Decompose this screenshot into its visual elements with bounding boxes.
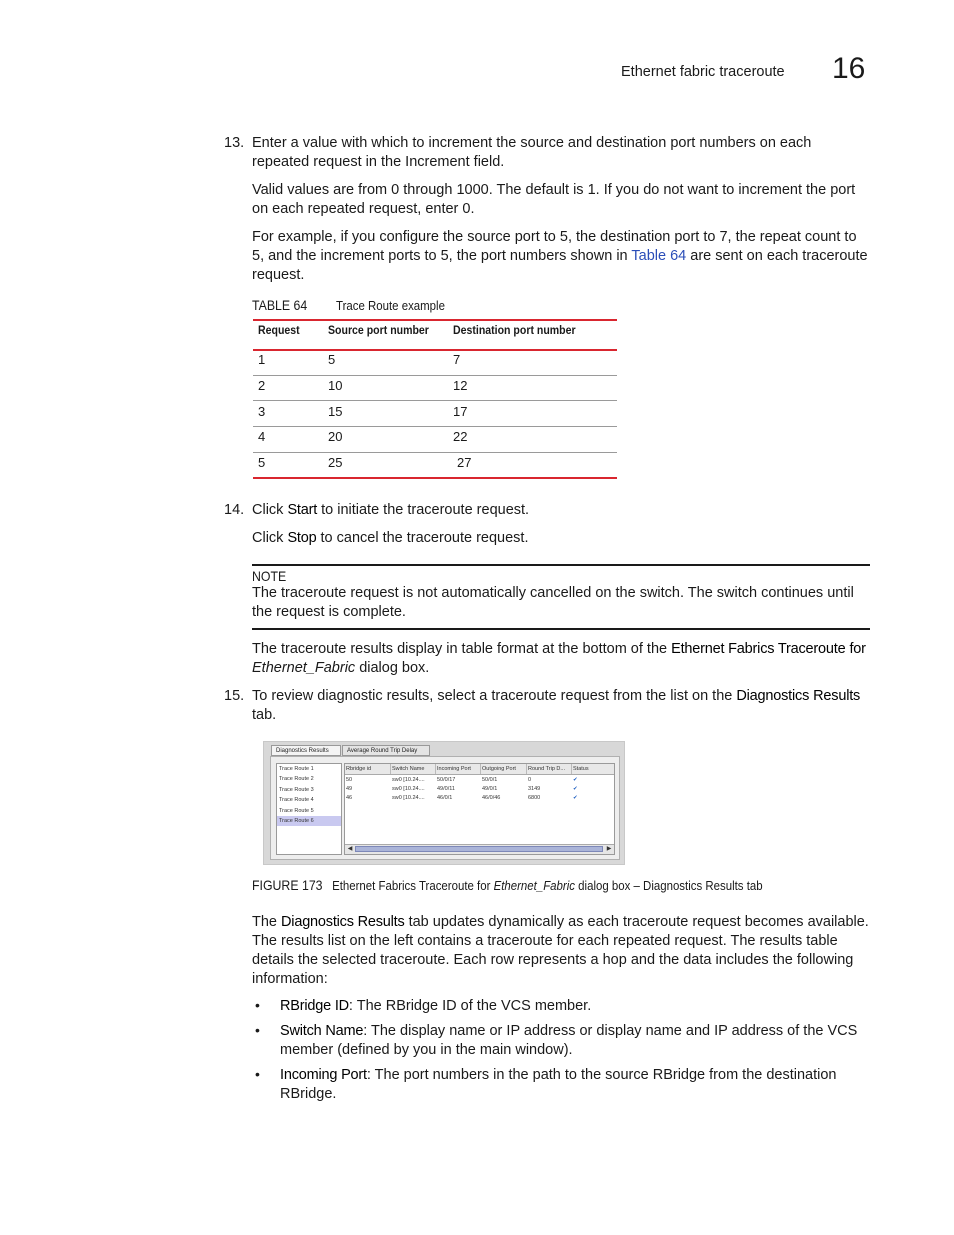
table-cell: 10 (328, 378, 343, 393)
table-row-divider (253, 400, 617, 401)
list-item[interactable]: Trace Route 2 (279, 776, 314, 783)
table-row[interactable] (345, 794, 615, 802)
table-cell: 2 (258, 378, 266, 393)
note-label: NOTE (252, 568, 287, 584)
table-cell: 25 (328, 455, 343, 470)
table-cell: 20 (328, 429, 343, 444)
text: To review diagnostic results, select a traceroute request from the list on the (252, 688, 733, 704)
table-cell: 17 (453, 404, 468, 419)
table-cell: 7 (453, 352, 461, 367)
table-label: TABLE 64 (252, 297, 308, 313)
status-check-icon: ✔ (573, 777, 578, 783)
bullet-term: Switch Name (280, 1023, 364, 1039)
status-check-icon: ✔ (573, 786, 578, 792)
figure-caption (252, 877, 763, 893)
step-number: 13. (224, 135, 245, 151)
bullet-icon: • (255, 997, 260, 1013)
table-row-divider (253, 452, 617, 453)
rbridge-id: 50 (346, 777, 353, 783)
list-item[interactable]: Trace Route 4 (279, 797, 314, 804)
paragraph (252, 228, 872, 285)
fabric-name: Ethernet_Fabric (252, 660, 356, 676)
tab-term: Diagnostics (736, 688, 810, 704)
table-header-rule (253, 349, 617, 351)
tab-panel (270, 756, 620, 860)
table-cell: 5 (258, 455, 266, 470)
fabric-name: Ethernet_Fabric (493, 878, 575, 893)
table-header: Source port number (328, 323, 429, 337)
paragraph (252, 529, 528, 548)
table-cell: 15 (328, 404, 343, 419)
table-cell: 1 (258, 352, 266, 367)
bullet-text: : The RBridge ID of the VCS member. (348, 998, 592, 1014)
step-number: 14. (224, 502, 245, 518)
table-title: Trace Route example (336, 298, 445, 313)
table-header: Destination port number (453, 323, 576, 337)
step-text: Enter a value with which to increment the source and destination port numbers on each repeated request in the Increment field. (252, 135, 812, 170)
text: are sent on each traceroute request. (252, 248, 868, 283)
rbridge-id: 49 (346, 786, 353, 792)
table-row[interactable] (345, 785, 615, 793)
table-header: Request (258, 323, 300, 337)
chapter-number: 16 (832, 52, 866, 85)
text: dialog box – Diagnostics Results tab (578, 878, 763, 893)
text: tab. (252, 707, 277, 723)
bullet-term: RBridge ID (280, 998, 349, 1014)
bullet-term: Incoming Port (280, 1067, 367, 1083)
incoming-port: 50/0/17 (437, 777, 456, 783)
round-trip-delay: 0 (528, 777, 532, 783)
tab-diagnostics-results[interactable]: Diagnostics Results (271, 745, 341, 756)
text: for (849, 641, 866, 657)
traceroute-list (276, 763, 342, 855)
list-item[interactable]: Trace Route 1 (279, 766, 314, 772)
figure-label: FIGURE 173 (252, 877, 323, 893)
text: Ethernet Fabrics Traceroute for (332, 878, 491, 893)
table-link[interactable]: Table 64 (631, 248, 687, 264)
bullet-item (280, 997, 872, 1016)
incoming-port: 46/0/1 (437, 795, 453, 801)
table-row-divider (253, 426, 617, 427)
text: The (252, 914, 277, 930)
bullet-item (280, 1022, 872, 1060)
dialog-name: Ethernet Fabrics Traceroute (671, 641, 846, 657)
bullet-icon: • (255, 1022, 260, 1038)
text: to cancel the traceroute request. (320, 530, 529, 546)
scroll-right-icon[interactable]: ▶ (606, 846, 612, 852)
bullet-icon: • (255, 1066, 260, 1082)
table-cell: 22 (453, 429, 468, 444)
text: For example, if you configure the source port to 5, the destination port to 7, the repeat count to 5, and the increment ports to 5, the port numbers shown in (252, 229, 857, 264)
table-cell: 27 (457, 455, 472, 470)
table-cell: 3 (258, 404, 266, 419)
list-item-selected[interactable]: Trace Route 6 (277, 816, 341, 826)
outgoing-port: 50/0/1 (482, 777, 498, 783)
text: to initiate the traceroute request. (321, 502, 530, 518)
bullet-item (280, 1066, 872, 1104)
table-bottom-rule (253, 477, 617, 479)
paragraph: Valid values are from 0 through 1000. The default is 1. If you do not want to increment the port on each repeated request, enter 0. (252, 182, 856, 217)
switch-name: sw0 [10.24.... (392, 795, 425, 801)
text: dialog box. (359, 660, 430, 676)
bullet-text: : The port numbers in the path to the source RBridge from the destination RBridge. (280, 1067, 837, 1102)
stop-term: Stop (287, 530, 317, 546)
section-title: Ethernet fabric traceroute (621, 64, 785, 80)
table-cell: 12 (453, 378, 468, 393)
round-trip-delay: 6800 (528, 795, 541, 801)
tab-average-round-trip-delay[interactable]: Average Round Trip Delay (342, 745, 430, 756)
horizontal-scrollbar[interactable] (345, 844, 614, 854)
column-header[interactable]: Outgoing Port (481, 764, 527, 774)
incoming-port: 49/0/11 (437, 786, 455, 792)
rbridge-id: 46 (346, 795, 353, 801)
column-header[interactable]: Round Trip D... (527, 764, 572, 774)
note-bottom-rule (252, 628, 870, 630)
diagnostics-screenshot (263, 741, 625, 865)
list-item[interactable]: Trace Route 3 (279, 786, 314, 793)
bullet-text: : The display name or IP address or display name and IP address of the VCS member (defined by you in the main window). (280, 1023, 858, 1058)
tab-term: Diagnostics Results (281, 914, 405, 930)
step-text (252, 687, 872, 725)
switch-name: sw0 [10.24.... (392, 786, 425, 792)
paragraph (252, 913, 872, 989)
column-header[interactable]: Switch Name (391, 764, 436, 774)
text: The traceroute results display in table format at the bottom of the (252, 641, 668, 657)
outgoing-port: 49/0/1 (482, 786, 498, 792)
note-text: The traceroute request is not automatically cancelled on the switch. The switch continues until the request is complete. (252, 585, 854, 620)
text: tab updates dynamically as each traceroute request becomes available. The results list on the left contains a traceroute for each repeated request. The results table details the selected traceroute. Each row represents a hop and the data includes the following information: (252, 914, 869, 987)
text: Click (252, 502, 284, 518)
table-top-rule (253, 319, 617, 321)
round-trip-delay: 3149 (528, 786, 541, 792)
table-header-row (345, 764, 615, 775)
switch-name: sw0 [10.24.... (392, 777, 425, 783)
scrollbar-thumb[interactable] (355, 846, 603, 852)
column-header[interactable]: Rbridge id (345, 764, 391, 774)
table-cell: 5 (328, 352, 336, 367)
note-top-rule (252, 564, 870, 566)
step-number: 15. (224, 688, 245, 704)
table-row-divider (253, 375, 617, 376)
table-cell: 4 (258, 429, 266, 444)
status-check-icon: ✔ (573, 795, 578, 801)
list-item[interactable]: Trace Route 5 (279, 807, 314, 814)
column-header[interactable]: Incoming Port (436, 764, 481, 774)
scroll-left-icon[interactable]: ◀ (347, 846, 353, 852)
step-text (252, 501, 529, 520)
table-row[interactable] (345, 776, 615, 784)
tab-term: Results (813, 688, 861, 704)
column-header[interactable]: Status (572, 764, 615, 774)
text: Click (252, 530, 284, 546)
outgoing-port: 46/0/46 (482, 795, 501, 801)
paragraph (252, 640, 872, 678)
start-term: Start (287, 502, 318, 518)
results-table (344, 763, 615, 855)
